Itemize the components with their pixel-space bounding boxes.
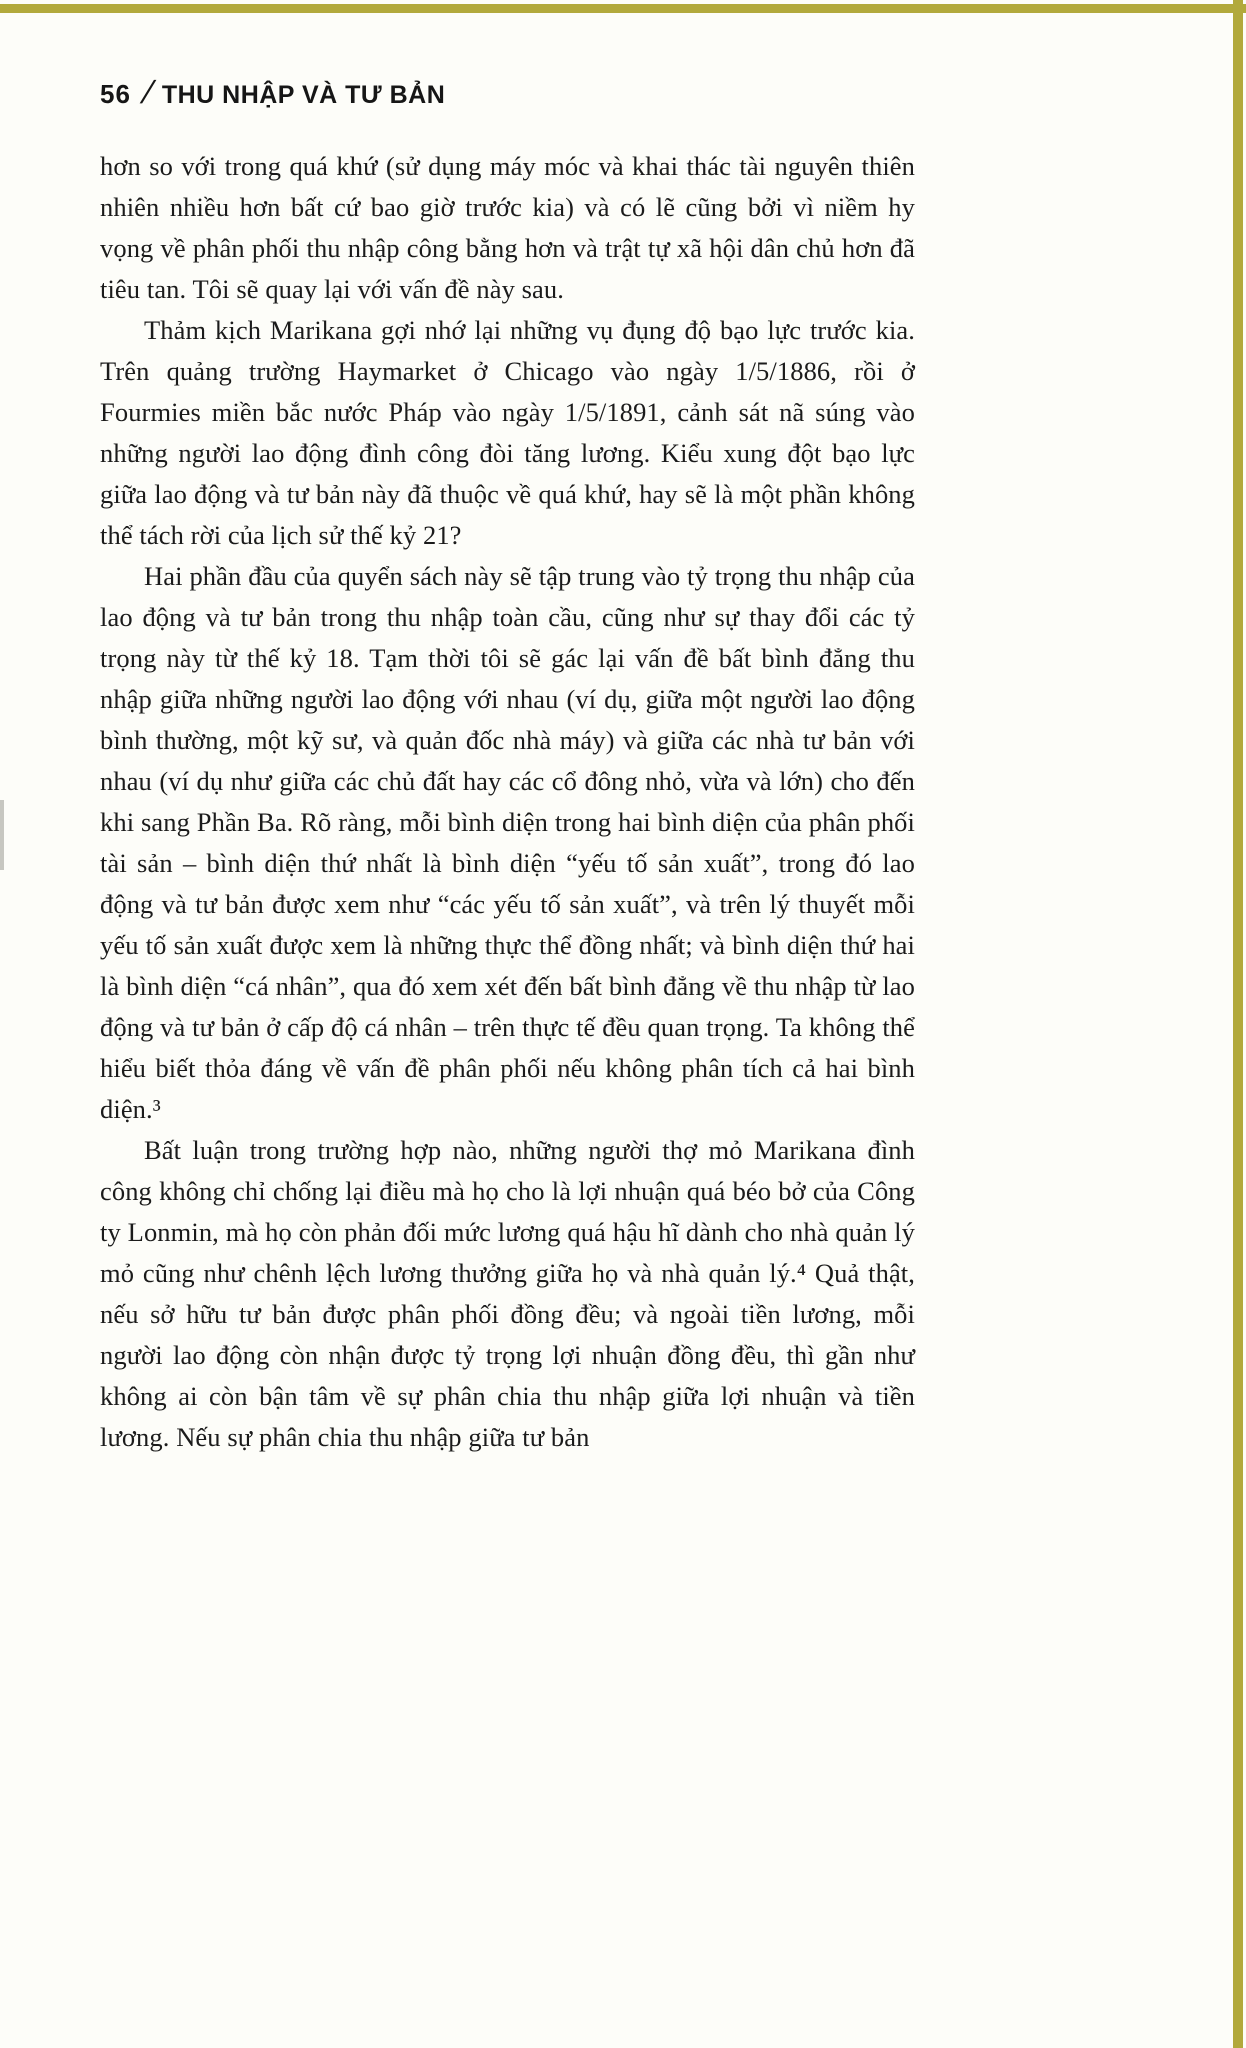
header-slash-separator: / [140, 74, 155, 110]
paragraph-continuation: hơn so với trong quá khứ (sử dụng máy móc và khai thác tài nguyên thiên nhiên nhiều hơn bất cứ bao giờ trước kia) và có lẽ cũng bởi vì niềm hy vọng về phân phối thu nhập công bằng hơn và trật tự xã hội dân chủ hơn đã tiêu tan. Tôi sẽ quay lại với vấn đề này sau. [100, 151, 915, 304]
running-header [100, 74, 445, 111]
paragraph: Thảm kịch Marikana gợi nhớ lại những vụ đụng độ bạo lực trước kia. Trên quảng trường Haymarket ở Chicago vào ngày 1/5/1886, rồi ở Fourmies miền bắc nước Pháp vào ngày 1/5/1891, cảnh sát nã súng vào những người lao động đình công đòi tăng lương. Kiểu xung đột bạo lực giữa lao động và tư bản này đã thuộc về quá khứ, hay sẽ là một phần không thể tách rời của lịch sử thế kỷ 21? [100, 315, 915, 550]
page-edge-strip-top [0, 4, 1246, 13]
scan-artifact-left-edge [0, 800, 4, 870]
page-edge-strip-right [1233, 0, 1243, 2048]
paragraph: Bất luận trong trường hợp nào, những người thợ mỏ Marikana đình công không chỉ chống lại điều mà họ cho là lợi nhuận quá béo bở của Công ty Lonmin, mà họ còn phản đối mức lương quá hậu hĩ dành cho nhà quản lý mỏ cũng như chênh lệch lương thưởng giữa họ và nhà quản lý.⁴ Quả thật, nếu sở hữu tư bản được phân phối đồng đều; và ngoài tiền lương, mỗi người lao động còn nhận được tỷ trọng lợi nhuận đồng đều, thì gần như không ai còn bận tâm về sự phân chia thu nhập giữa lợi nhuận và tiền lương. Nếu sự phân chia thu nhập giữa tư bản [100, 1135, 915, 1452]
running-title: THU NHẬP VÀ TƯ BẢN [161, 81, 446, 109]
page-number: 56 [100, 79, 131, 109]
body-text-block [100, 146, 915, 1458]
paragraph: Hai phần đầu của quyển sách này sẽ tập trung vào tỷ trọng thu nhập của lao động và tư bản trong thu nhập toàn cầu, cũng như sự thay đổi các tỷ trọng này từ thế kỷ 18. Tạm thời tôi sẽ gác lại vấn đề bất bình đẳng thu nhập giữa những người lao động với nhau (ví dụ, giữa một người lao động bình thường, một kỹ sư, và quản đốc nhà máy) và giữa các nhà tư bản với nhau (ví dụ như giữa các chủ đất hay các cổ đông nhỏ, vừa và lớn) cho đến khi sang Phần Ba. Rõ ràng, mỗi bình diện trong hai bình diện của phân phối tài sản – bình diện thứ nhất là bình diện “yếu tố sản xuất”, trong đó lao động và tư bản được xem như “các yếu tố sản xuất”, và trên lý thuyết mỗi yếu tố sản xuất được xem là những thực thể đồng nhất; và bình diện thứ hai là bình diện “cá nhân”, qua đó xem xét đến bất bình đẳng về thu nhập từ lao động và tư bản ở cấp độ cá nhân – trên thực tế đều quan trọng. Ta không thể hiểu biết thỏa đáng về vấn đề phân phối nếu không phân tích cả hai bình diện.³ [100, 561, 915, 1124]
